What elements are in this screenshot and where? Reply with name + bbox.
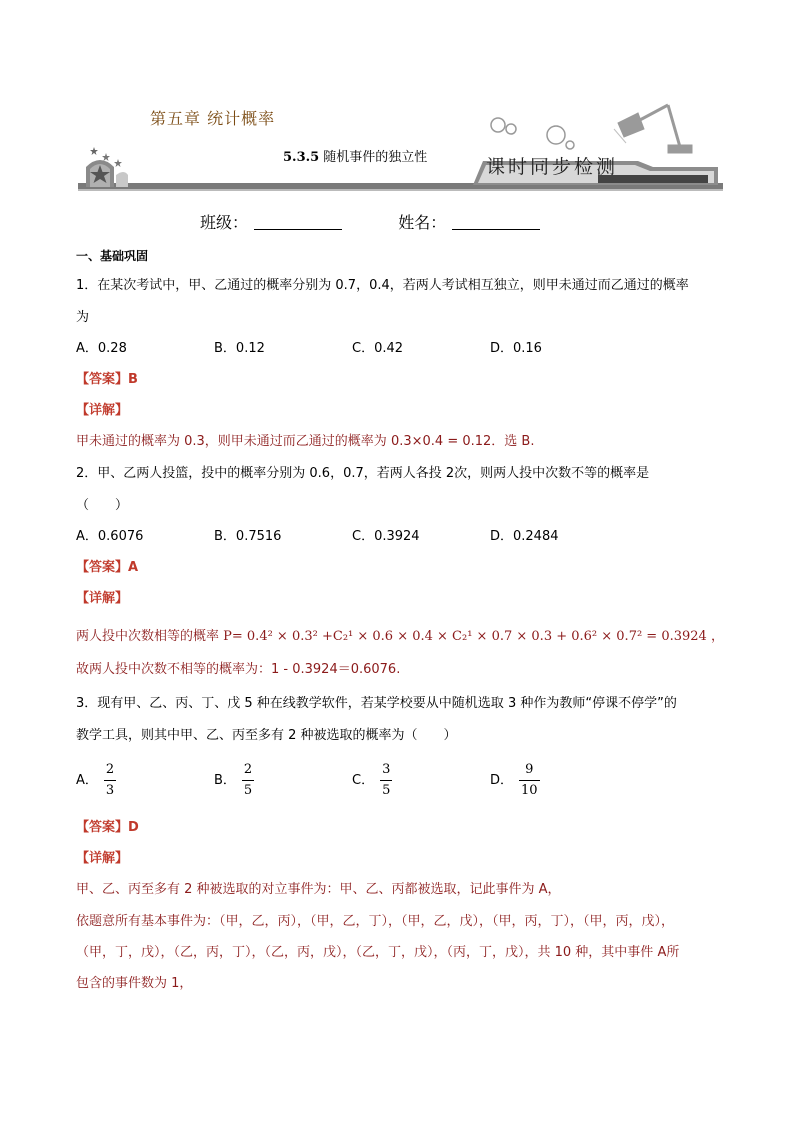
q3-option-a: A． $\frac{2}{3}$ [76,762,115,798]
q3-option-d: D． $\frac{9}{10}$ [490,762,538,798]
desk-lamp-icon [614,105,692,153]
q1-option-a: A．0.28 [76,341,127,356]
q1-option-d: D．0.16 [490,341,542,356]
q3-explanation-line2: 依题意所有基本事件为：（甲，乙，丙），（甲，乙，丁），（甲，乙，戊），（甲，丙，丁），（甲，丙，戊）， [76,914,675,929]
q3-explanation-line3: （甲，丁，戊），（乙，丙，丁），（乙，丙，戊），（乙，丁，戊），（丙，丁，戊），共 10 种，其中事件 A所 [76,945,680,960]
q3-answer: 【答案】D [76,820,139,835]
q1-answer: 【答案】B [76,372,138,387]
q3-stem-line2: 教学工具，则其中甲、乙、丙至多有 2 种被选取的概率为（ ） [76,728,457,743]
chapter-title: 第五章 统计概率 [150,109,276,128]
brand-title: 课时同步检测 [486,156,619,178]
q2-stem-line2: （ ） [76,498,129,513]
q2-stem-line1: 2．甲、乙两人投篮，投中的概率分别为 0.6，0.7，若两人各投 2次，则两人投中次数不等的概率是 [76,466,650,481]
name-blank[interactable] [452,213,540,230]
q1-detail-label: 【详解】 [76,403,129,418]
q2-option-a: A．0.6076 [76,529,144,544]
q2-explanation-line1 [76,627,724,647]
class-blank[interactable] [254,213,342,230]
q3-explanation-line4: 包含的事件数为 1， [76,976,193,991]
section-heading [283,146,427,165]
q2-formula: P= 0.4² × 0.3² +C₂¹ × 0.6 × 0.4 × C₂¹ × 0.7 × 0.3 + 0.6² × 0.7² = 0.3924 ， [223,629,724,644]
bubbles-icon [491,118,574,149]
q2-option-c: C．0.3924 [352,529,420,544]
q2-answer: 【答案】A [76,560,139,575]
star-badge-icon [86,147,128,187]
q1-stem-line1: 1．在某次考试中，甲、乙通过的概率分别为 0.7，0.4，若两人考试相互独立，则甲未通过而乙通过的概率 [76,278,689,293]
q2-option-d: D．0.2484 [490,529,559,544]
q1-explanation: 甲未通过的概率为 0.3，则甲未通过而乙通过的概率为 0.3×0.4 = 0.12．选 B. [76,434,535,449]
class-name-row [200,210,540,233]
q2-option-b: B．0.7516 [214,529,282,544]
q1-option-c: C．0.42 [352,341,404,356]
q3-detail-label: 【详解】 [76,851,129,866]
class-label: 班级： [200,213,249,232]
q3-option-c: C． $\frac{3}{5}$ [352,762,391,798]
q2-explanation-prefix: 两人投中次数相等的概率 [76,629,224,644]
q1-option-b: B．0.12 [214,341,265,356]
section-title: 随机事件的独立性 [323,150,428,165]
section-number: 5.3.5 [283,150,320,165]
section-title-basic: 一、基础巩固 [76,249,149,263]
q1-stem-line2: 为 [76,310,90,325]
name-label: 姓名： [398,213,447,232]
q2-explanation-line2: 故两人投中次数不相等的概率为：1 - 0.3924＝0.6076. [76,662,401,677]
q3-stem-line1: 3．现有甲、乙、丙、丁、戊 5 种在线教学软件，若某学校要从中随机选取 3 种作为教师“停课不停学”的 [76,696,677,711]
q3-option-b: B． $\frac{2}{5}$ [214,762,253,798]
q2-detail-label: 【详解】 [76,591,129,606]
q3-explanation-line1: 甲、乙、丙至多有 2 种被选取的对立事件为：甲、乙、丙都被选取，记此事件为 A， [76,882,561,897]
